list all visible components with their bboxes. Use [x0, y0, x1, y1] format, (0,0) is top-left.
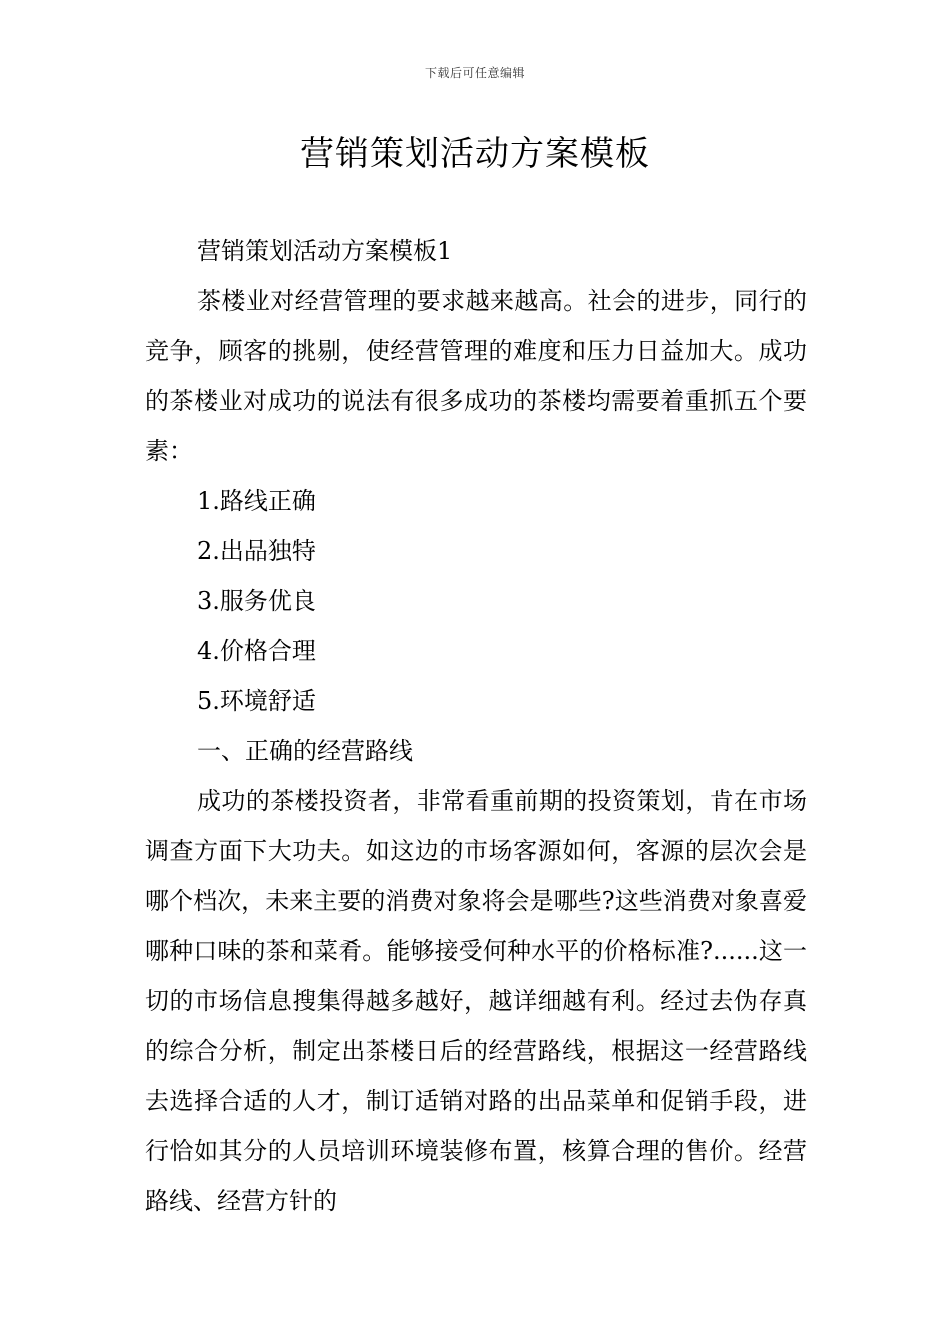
paragraph-body: 成功的茶楼投资者，非常看重前期的投资策划，肯在市场调查方面下大功夫。如这边的市场客源如何，客源的层次会是哪个档次，未来主要的消费对象将会是哪些?这些消费对象喜爱哪种口味的茶和菜肴。能够接受何种水平的价格标准?......这一切的市场信息搜集得越多越好，越详细越有利。经过去伪存真的综合分析，制定出茶楼日后的经营路线，根据这一经营路线去选择合适的人才，制订适销对路的出品菜单和促销手段，进行恰如其分的人员培训环境装修布置，核算合理的售价。经营路线、经营方针的 [145, 787, 807, 1215]
list-item: 3.服务优良 [197, 587, 316, 615]
subsection-heading: 一、正确的经营路线 [197, 737, 413, 765]
paragraph-intro: 茶楼业对经营管理的要求越来越高。社会的进步，同行的竞争，顾客的挑剔，使经营管理的难度和压力日益加大。成功的茶楼业对成功的说法有很多成功的茶楼均需要着重抓五个要素： [145, 287, 807, 465]
document-title: 营销策划活动方案模板 [300, 134, 650, 174]
header-note: 下载后可任意编辑 [424, 66, 525, 80]
list-item: 5.环境舒适 [197, 687, 316, 715]
list-item: 2.出品独特 [197, 537, 316, 565]
list-item: 4.价格合理 [197, 637, 316, 665]
section-heading: 营销策划活动方案模板1 [197, 237, 453, 265]
list-item: 1.路线正确 [197, 487, 316, 515]
document-body [145, 226, 807, 1226]
